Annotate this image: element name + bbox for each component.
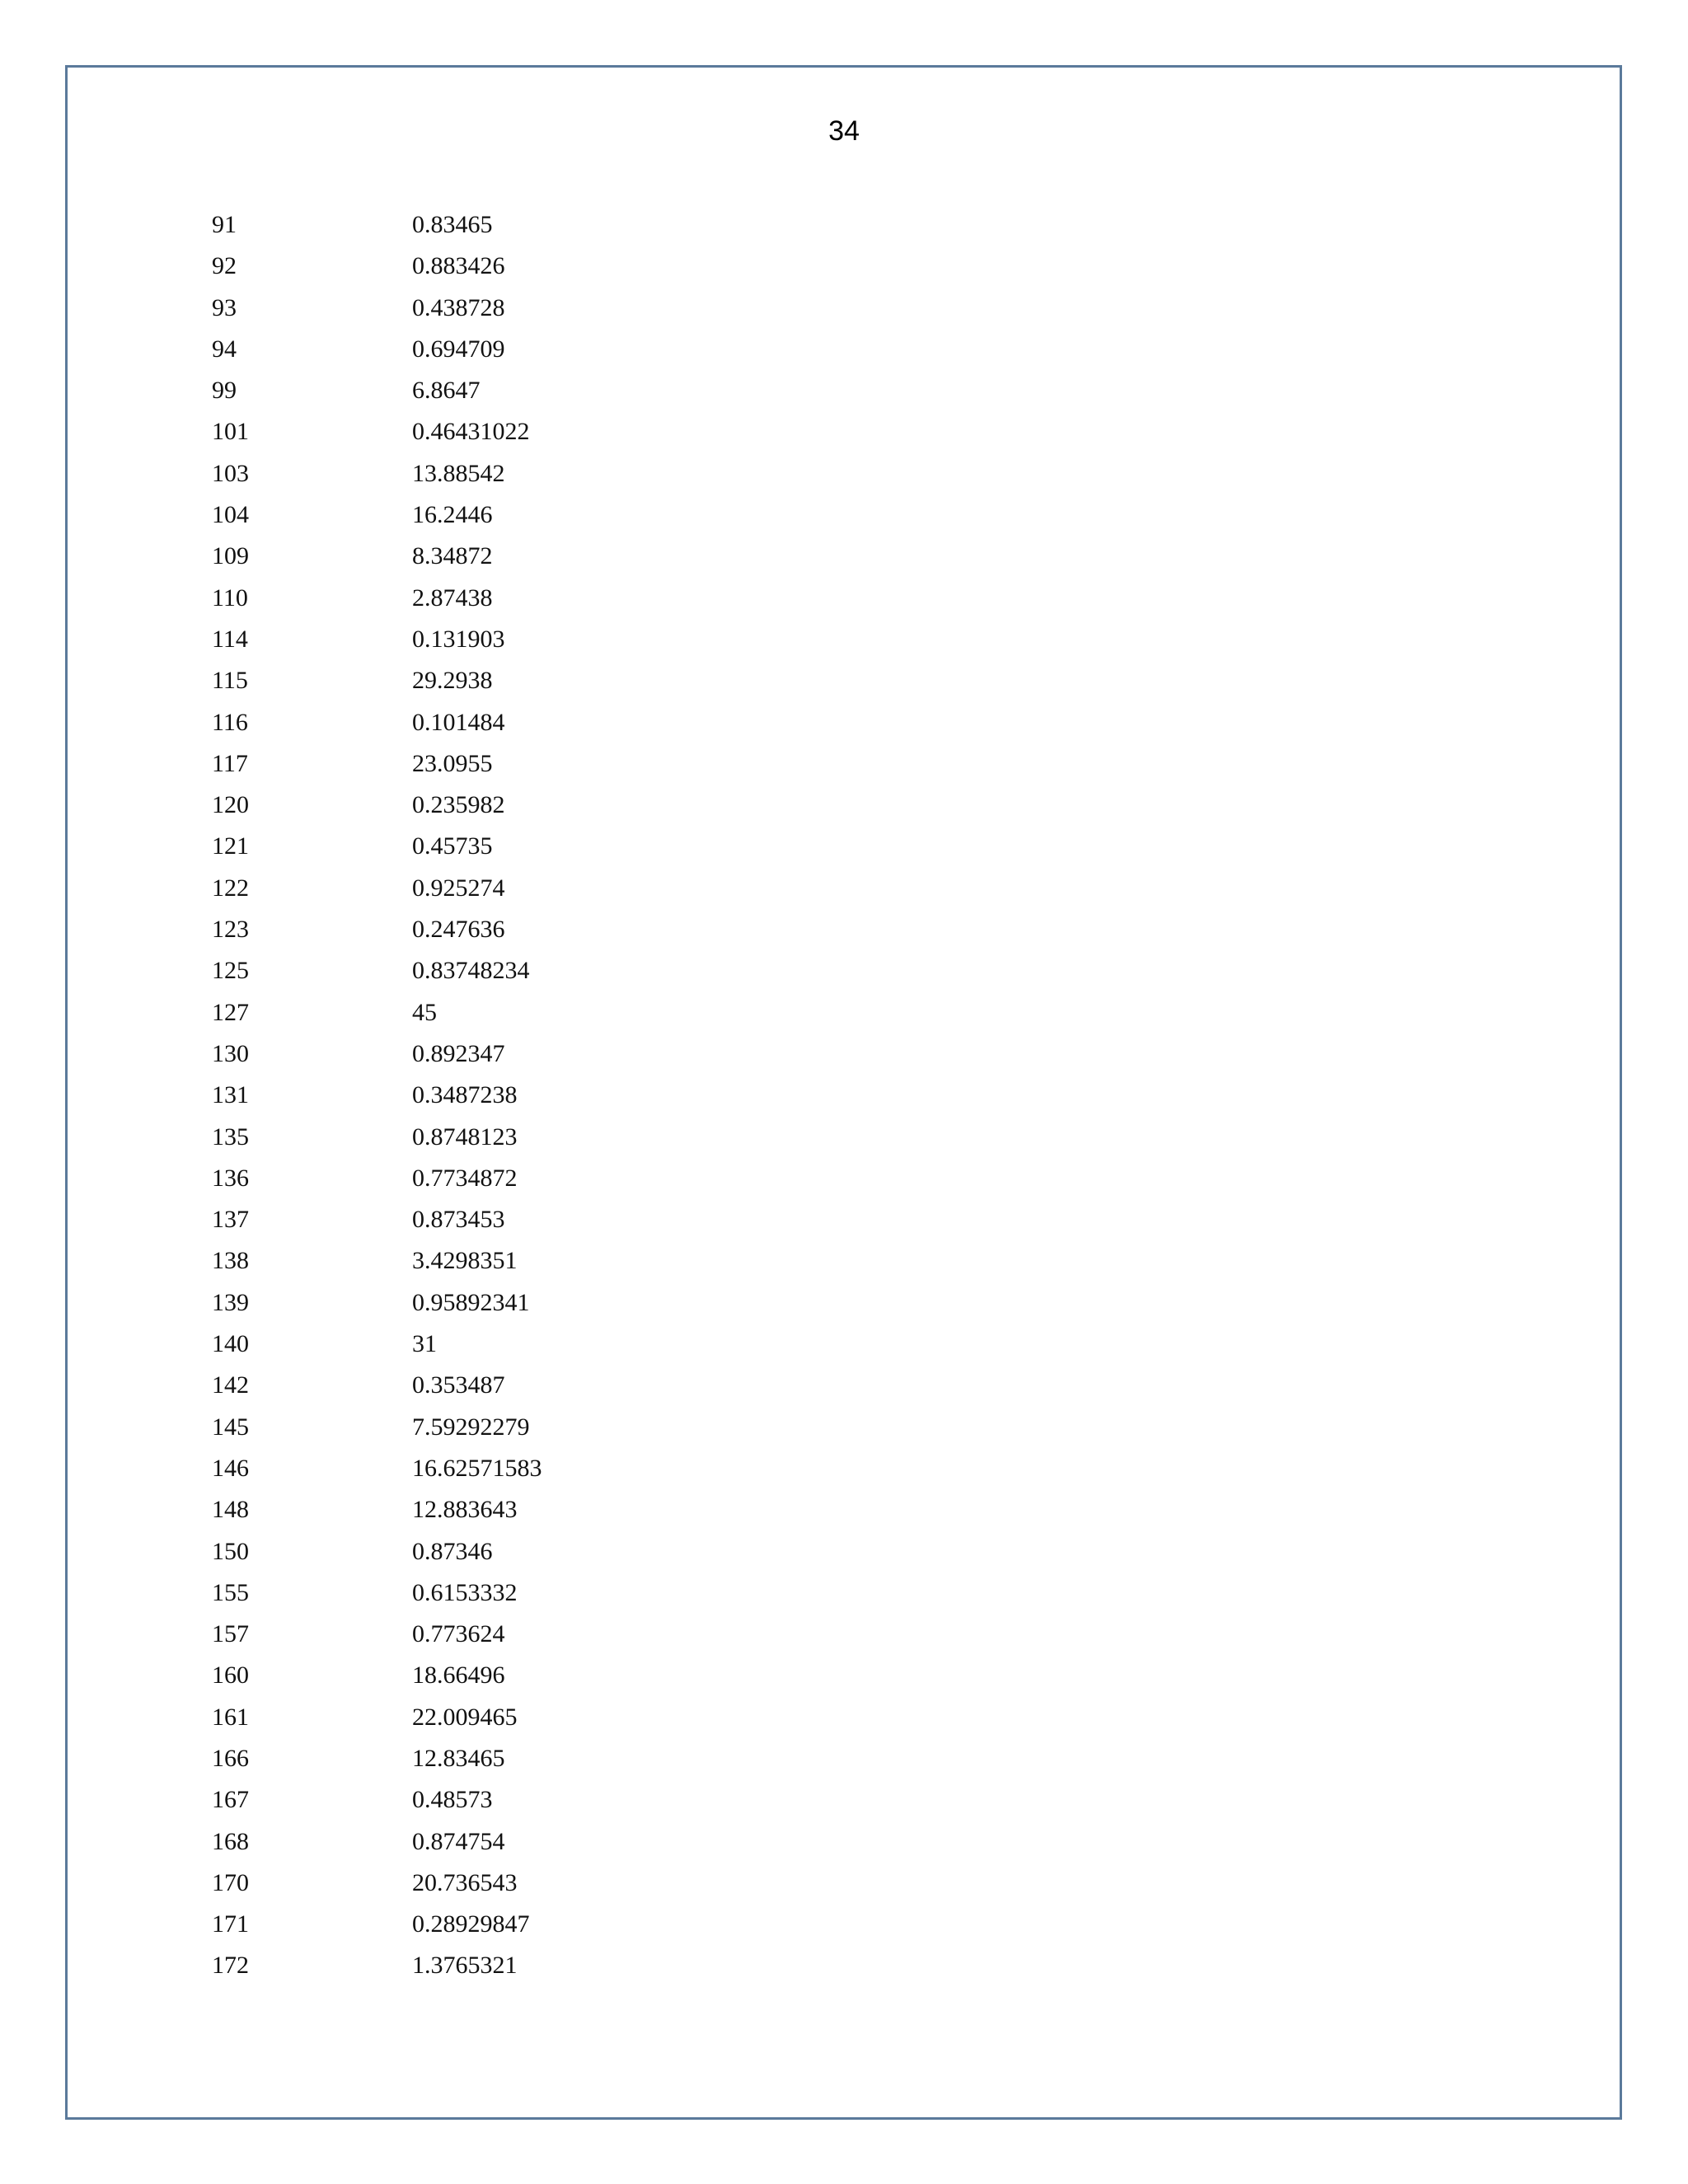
list-item [212,743,542,785]
list-item [212,1531,542,1572]
list-item [212,288,542,329]
row-value: 0.45735 [412,832,493,860]
row-id: 114 [212,625,248,653]
row-id: 121 [212,832,249,860]
list-item [212,204,542,246]
list-item [212,1738,542,1779]
list-item [212,1655,542,1696]
row-id: 94 [212,335,237,363]
list-item [212,1904,542,1945]
row-id: 104 [212,501,249,529]
row-value: 45 [412,998,437,1026]
row-value: 23.0955 [412,749,493,777]
list-item [212,1199,542,1240]
list-item [212,868,542,909]
row-id: 101 [212,418,249,446]
list-item [212,453,542,494]
list-item [212,494,542,536]
row-id: 125 [212,957,249,985]
row-value: 12.83465 [412,1744,505,1772]
row-id: 157 [212,1620,249,1648]
row-id: 123 [212,916,249,944]
row-value: 0.6153332 [412,1578,518,1606]
row-id: 167 [212,1786,249,1814]
list-item [212,370,542,411]
row-value: 0.883426 [412,252,505,280]
row-value: 1.3765321 [412,1952,518,1980]
row-value: 0.83465 [412,211,493,238]
row-id: 93 [212,293,237,321]
row-value: 0.131903 [412,625,505,653]
list-item [212,1158,542,1199]
list-item [212,785,542,826]
row-value: 0.874754 [412,1827,505,1855]
list-item [212,1407,542,1448]
row-value: 29.2938 [412,667,493,695]
row-id: 136 [212,1164,249,1192]
row-value: 0.235982 [412,791,505,819]
list-item [212,909,542,950]
list-item [212,1240,542,1282]
row-value: 3.4298351 [412,1247,518,1275]
row-id: 130 [212,1039,249,1067]
row-id: 150 [212,1537,249,1565]
list-item [212,578,542,619]
row-id: 109 [212,542,249,570]
row-id: 140 [212,1330,249,1358]
row-id: 116 [212,708,248,736]
list-item [212,826,542,867]
row-value: 6.8647 [412,377,481,405]
row-value: 16.62571583 [412,1454,542,1482]
row-id: 161 [212,1703,249,1731]
row-value: 0.438728 [412,293,505,321]
list-item [212,619,542,660]
row-value: 0.892347 [412,1039,505,1067]
list-item [212,660,542,701]
list-item [212,1572,542,1614]
row-id: 91 [212,211,237,238]
row-id: 168 [212,1827,249,1855]
row-id: 110 [212,583,248,612]
list-item [212,1697,542,1738]
list-item [212,1117,542,1158]
row-value: 31 [412,1330,437,1358]
row-id: 137 [212,1206,249,1234]
list-item [212,1324,542,1365]
row-id: 146 [212,1454,249,1482]
row-value: 0.46431022 [412,418,530,446]
list-item [212,1614,542,1655]
row-id: 122 [212,874,249,902]
row-id: 92 [212,252,237,280]
list-item [212,1779,542,1821]
row-id: 160 [212,1661,249,1690]
row-value: 0.8748123 [412,1122,518,1151]
list-item [212,1863,542,1904]
list-item [212,411,542,452]
list-item [212,1365,542,1406]
row-value: 0.247636 [412,916,505,944]
list-item [212,1075,542,1116]
row-id: 138 [212,1247,249,1275]
row-id: 145 [212,1413,249,1441]
row-id: 131 [212,1081,249,1109]
row-value: 0.83748234 [412,957,530,985]
row-id: 117 [212,749,248,777]
list-item [212,246,542,287]
row-value: 0.873453 [412,1206,505,1234]
page-number: 34 [828,115,860,147]
row-value: 20.736543 [412,1868,518,1896]
list-item [212,992,542,1033]
row-value: 7.59292279 [412,1413,530,1441]
row-value: 8.34872 [412,542,493,570]
list-item [212,1282,542,1324]
list-item [212,1945,542,1986]
list-item [212,1489,542,1530]
row-id: 148 [212,1496,249,1524]
row-id: 127 [212,998,249,1026]
row-value: 2.87438 [412,583,493,612]
row-value: 13.88542 [412,459,505,487]
list-item [212,1033,542,1075]
list-item [212,950,542,991]
row-id: 99 [212,377,237,405]
row-value: 0.773624 [412,1620,505,1648]
row-value: 0.925274 [412,874,505,902]
row-value: 0.48573 [412,1786,493,1814]
row-value: 0.694709 [412,335,505,363]
list-item [212,1821,542,1863]
row-id: 166 [212,1744,249,1772]
row-value: 0.101484 [412,708,505,736]
row-value: 0.7734872 [412,1164,518,1192]
row-id: 142 [212,1371,249,1399]
row-id: 120 [212,791,249,819]
data-list [212,204,542,1987]
row-value: 18.66496 [412,1661,505,1690]
row-value: 0.95892341 [412,1288,530,1316]
list-item [212,702,542,743]
row-id: 171 [212,1910,249,1938]
row-value: 0.87346 [412,1537,493,1565]
row-id: 115 [212,667,248,695]
list-item [212,536,542,577]
row-value: 12.883643 [412,1496,518,1524]
row-value: 0.28929847 [412,1910,530,1938]
row-value: 0.3487238 [412,1081,518,1109]
row-value: 22.009465 [412,1703,518,1731]
row-id: 172 [212,1952,249,1980]
list-item [212,1448,542,1489]
row-value: 0.353487 [412,1371,505,1399]
row-id: 170 [212,1868,249,1896]
row-value: 16.2446 [412,501,493,529]
row-id: 139 [212,1288,249,1316]
list-item [212,329,542,370]
row-id: 155 [212,1578,249,1606]
row-id: 135 [212,1122,249,1151]
row-id: 103 [212,459,249,487]
